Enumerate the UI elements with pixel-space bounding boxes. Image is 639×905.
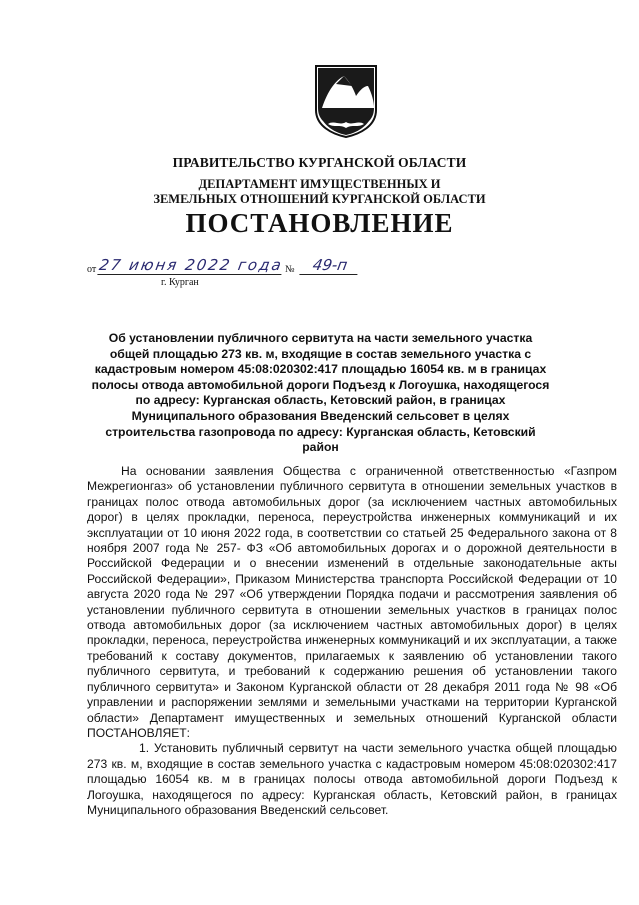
- government-name: ПРАВИТЕЛЬСТВО КУРГАНСКОЙ ОБЛАСТИ: [172, 155, 467, 170]
- document-body: [87, 464, 617, 818]
- dateline: [87, 256, 387, 278]
- resolution-item-1: 1. Установить публичный сервитут на части земельного участка общей площадью 273 кв. м, входящие в состав земельного участка с кадастровым номером 45:08:020302:417 площадью 16054 кв. м в границах полосы отвода автомобильной дороги Подъезд к Логоушка, находящегося по адресу: Курганская область, Кетовский район, в границах Муниципального образования Введенский сельсовет.: [87, 741, 617, 817]
- preamble-paragraph: На основании заявления Общества с ограниченной ответственностью «Газпром Межрегионгаз» об установлении публичного сервитута в отношении земельных участков в границах полос отвода автомобильных дорог (за исключением частных автомобильных дорог) в целях прокладки, переноса, переустройства инженерных коммуникаций и их эксплуатации от 10 июня 2022 года, в соответствии со статьей 25 Федерального закона от 8 ноября 2007 года № 257- ФЗ «Об автомобильных дорогах и о дорожной деятельности в Российской Федерации и о внесении изменений в отдельные законодательные акты Российской Федерации», Приказом Министерства транспорта Российской Федерации от 10 августа 2020 года № 297 «Об утверждении Порядка подачи и рассмотрения заявления об установлении публичного сервитута в отношении земельных участков в границах полос отвода автомобильных дорог (за исключением частных автомобильных дорог) в целях прокладки, переноса, переустройства инженерных коммуникаций и их эксплуатации, а также требований к составу документов, прилагаемых к заявлению об установлении такого публичного сервитута, и требований к содержанию решения об установлении такого публичного сервитута» и Законом Курганской области от 28 декабря 2011 года № 98 «Об управлении и распоряжении землями и земельными участками на территории Курганской области» Департамент имущественных и земельных отношений Курганской области ПОСТАНОВЛЯЕТ:: [87, 464, 617, 740]
- document-date: 27 июня 2022 года: [97, 256, 285, 274]
- number-sign: №: [285, 264, 295, 275]
- department-name-line1: ДЕПАРТАМЕНТ ИМУЩЕСТВЕННЫХ И: [198, 177, 441, 191]
- date-prefix: от: [87, 264, 97, 275]
- document-subject: Об установлении публичного сервитута на части земельного участка общей площадью 273 кв. м, входящие в состав земельного участка с кадастровым номером 45:08:020302:417 площадью 16054 кв. м в границах полосы отвода автомобильной дороги Подъезд к Логоушка, находящегося по адресу: Курганская область, Кетовский район, в границах Муниципального образования Введенский сельсовет в целях строительства газопровода по адресу: Курганская область, Кетовский район: [91, 331, 550, 455]
- coat-of-arms-icon: [314, 64, 378, 138]
- document-number: 49-п: [299, 256, 360, 275]
- city-label: г. Курган: [161, 277, 199, 288]
- department-name-line2: ЗЕМЕЛЬНЫХ ОТНОШЕНИЙ КУРГАНСКОЙ ОБЛАСТИ: [153, 192, 486, 206]
- document-type-title: ПОСТАНОВЛЕНИЕ: [185, 208, 454, 238]
